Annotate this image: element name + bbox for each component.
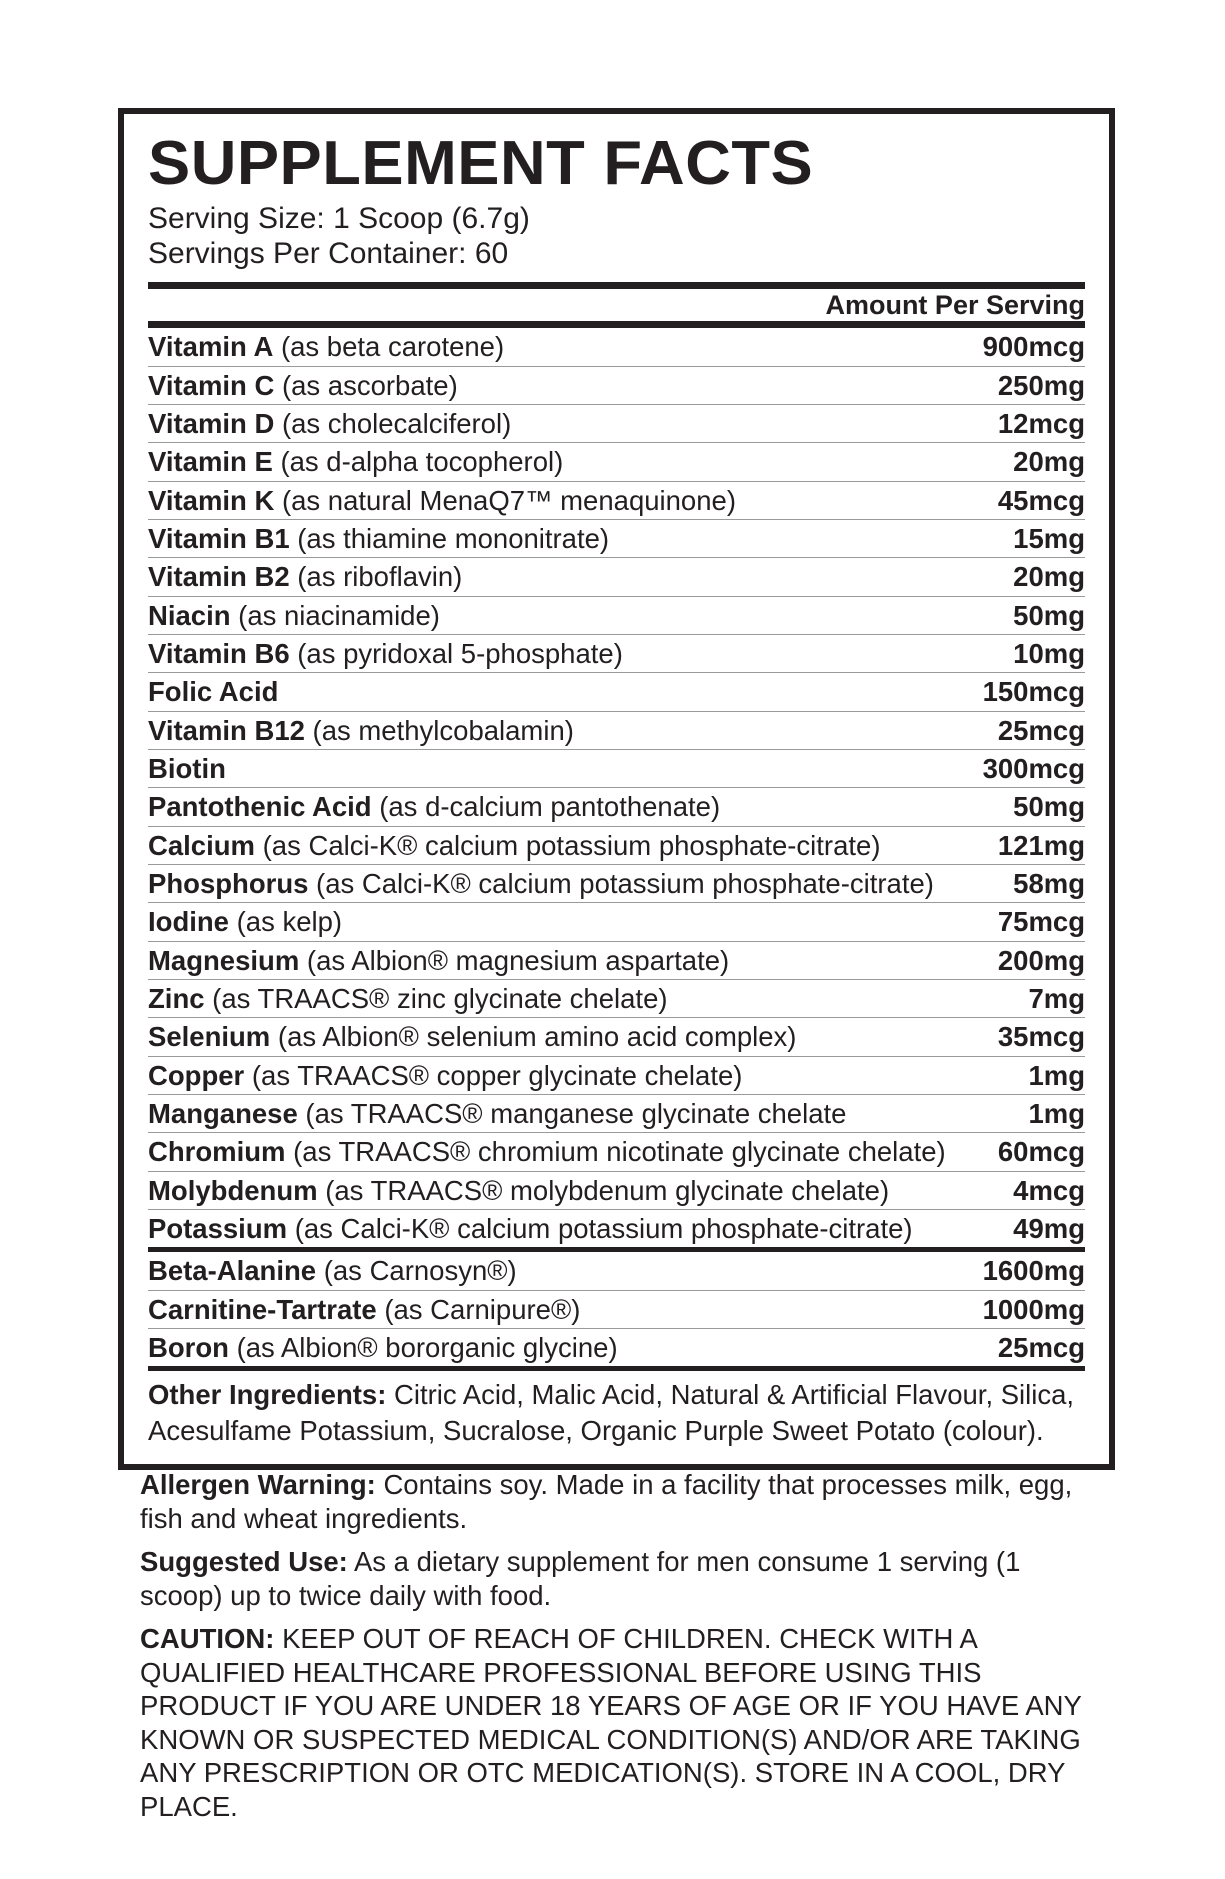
table-row [148,1057,1085,1094]
allergen-warning-label: Allergen Warning: [140,1469,376,1500]
nutrient-source: (as cholecalciferol) [274,407,512,439]
nutrient-label: Vitamin C [148,369,275,401]
allergen-warning-note [140,1468,1100,1535]
table-row [148,482,1085,519]
amount-per-serving-header: Amount Per Serving [825,289,1085,320]
nutrient-amount: 1mg [1028,1059,1085,1091]
nutrient-label: Boron [148,1332,229,1364]
nutrient-source: (as TRAACS® manganese glycinate chelate [297,1098,847,1130]
suggested-use-label: Suggested Use: [140,1546,348,1578]
nutrient-label: Calcium [148,829,255,861]
nutrient-name [148,600,999,631]
table-row [148,1095,1085,1132]
nutrient-label: Pantothenic Acid [148,791,372,823]
nutrient-amount: 25mcg [997,1332,1085,1364]
nutrient-source: (as Carnosyn®) [316,1255,517,1287]
nutrient-amount: 45mcg [997,484,1085,516]
nutrient-label: Vitamin D [148,407,275,439]
nutrient-source: (as kelp) [228,906,343,938]
nutrient-source: (as TRAACS® chromium nicotinate glycinate chelate) [285,1136,946,1168]
nutrient-name [148,331,969,362]
table-row [148,1329,1085,1366]
nutrient-name [148,868,999,899]
other-ingredients-label: Other Ingredients: [148,1379,387,1411]
serving-size-line: Serving Size: 1 Scoop (6.7g) [148,201,530,235]
nutrient-amount: 58mg [1013,867,1085,899]
nutrient-source: (as Albion® bororganic glycine) [228,1332,618,1364]
nutrient-amount: 150mcg [982,676,1085,708]
table-row [148,1133,1085,1170]
suggested-use-note [140,1545,1100,1612]
nutrient-label: Biotin [148,752,226,784]
nutrient-source: (as beta carotene) [273,331,505,363]
nutrient-name [148,1175,999,1206]
title-block-spacer [148,271,1085,282]
nutrient-label: Vitamin K [148,484,275,516]
nutrient-name [148,715,984,746]
other-ingredients-text: Citric Acid, Malic Acid, Natural & Artificial Flavour, Silica, Acesulfame Potassium, Sucralose, Organic Purple Sweet Potato (colour). [148,1379,1075,1446]
table-row [148,443,1085,480]
table-row [148,788,1085,825]
nutrient-label: Potassium [148,1213,288,1245]
nutrient-label: Vitamin B2 [148,561,290,593]
nutrient-label: Phosphorus [148,867,309,899]
nutrient-name [148,676,969,707]
nutrient-name [148,523,999,554]
table-row [148,1172,1085,1209]
nutrient-name [148,638,999,669]
table-row [148,712,1085,749]
table-row [148,635,1085,672]
nutrient-source: (as Carnipure®) [376,1293,581,1325]
nutrient-amount: 20mg [1013,561,1085,593]
nutrient-label: Carnitine-Tartrate [148,1293,377,1325]
table-row [148,405,1085,442]
rule-above-amount-header [148,282,1085,289]
table-row [148,1210,1085,1247]
nutrient-source: (as thiamine mononitrate) [289,522,610,554]
nutrient-source: (as niacinamide) [230,599,440,631]
nutrient-name [148,408,984,439]
nutrient-name [148,561,999,592]
nutrient-label: Vitamin B12 [148,714,305,746]
table-row [148,673,1085,710]
nutrient-name [148,1332,984,1363]
table-row [148,1018,1085,1055]
nutrient-amount: 250mg [997,369,1085,401]
nutrient-source: (as Calci-K® calcium potassium phosphate-citrate) [254,829,881,861]
caution-label: CAUTION: [140,1623,275,1655]
nutrient-source: (as riboflavin) [289,561,463,593]
nutrient-name [148,983,1014,1014]
nutrient-name [148,1294,969,1325]
table-row [148,558,1085,595]
nutrient-amount: 75mcg [997,906,1085,938]
nutrient-label: Zinc [148,983,205,1015]
nutrient-name [148,1136,984,1167]
nutrient-name [148,370,984,401]
nutrient-label: Niacin [148,599,231,631]
nutrient-name [148,485,984,516]
table-row [148,367,1085,404]
nutrient-label: Selenium [148,1021,271,1053]
nutrient-amount: 4mcg [1013,1174,1085,1206]
nutrient-name [148,945,984,976]
nutrient-amount: 121mg [997,829,1085,861]
nutrient-amount: 20mg [1013,446,1085,478]
table-row [148,328,1085,365]
table-row [148,827,1085,864]
nutrient-name [148,830,984,861]
nutrient-source: (as pyridoxal 5-phosphate) [289,637,623,669]
nutrient-amount: 25mcg [997,714,1085,746]
nutrient-label: Manganese [148,1098,298,1130]
table-row [148,597,1085,634]
nutrient-table [148,328,1085,1366]
nutrient-label: Vitamin B1 [148,522,290,554]
nutrient-amount: 50mg [1013,791,1085,823]
table-row [148,1252,1085,1289]
nutrient-amount: 1600mg [982,1255,1085,1287]
caution-text: KEEP OUT OF REACH OF CHILDREN. CHECK WITH A QUALIFIED HEALTHCARE PROFESSIONAL BEFORE USING THIS PRODUCT IF YOU ARE UNDER 18 YEARS OF AGE OR IF YOU HAVE ANY KNOWN OR SUSPECTED MEDICAL CONDITION(S) AND/OR ARE TAKING ANY PRESCRIPTION OR OTC MEDICATION(S). STORE IN A COOL, DRY PLACE. [140,1623,1082,1822]
nutrient-amount: 300mcg [982,752,1085,784]
rule-below-amount-header [148,321,1085,328]
table-row [148,750,1085,787]
nutrient-amount: 10mg [1013,637,1085,669]
nutrient-source: (as TRAACS® molybdenum glycinate chelate) [317,1174,890,1206]
nutrient-label: Vitamin A [148,331,274,363]
nutrient-amount: 900mcg [982,331,1085,363]
nutrient-source: (as natural MenaQ7™ menaquinone) [274,484,736,516]
nutrient-label: Magnesium [148,944,300,976]
servings-per-container-line: Servings Per Container: 60 [148,236,509,270]
nutrient-name [148,446,999,477]
nutrient-amount: 1mg [1028,1098,1085,1130]
nutrient-label: Beta-Alanine [148,1255,317,1287]
nutrient-amount: 12mcg [997,407,1085,439]
caution-note [140,1622,1100,1823]
nutrient-name [148,1021,984,1052]
nutrient-name [148,1098,1014,1129]
nutrient-source: (as TRAACS® zinc glycinate chelate) [204,983,668,1015]
nutrient-source: (as d-calcium pantothenate) [371,791,721,823]
nutrient-amount: 49mg [1013,1213,1085,1245]
nutrient-name [148,1255,969,1286]
nutrient-source: (as Albion® selenium amino acid complex) [270,1021,797,1053]
nutrient-name [148,906,984,937]
nutrient-source: (as Calci-K® calcium potassium phosphate-citrate) [308,867,934,899]
nutrient-amount: 15mg [1013,522,1085,554]
nutrient-label: Folic Acid [148,676,279,708]
nutrient-source: (as Albion® magnesium aspartate) [299,944,730,976]
nutrient-amount: 50mg [1013,599,1085,631]
nutrient-name [148,753,969,784]
table-row [148,520,1085,557]
nutrient-amount: 60mcg [997,1136,1085,1168]
allergen-warning-text: Contains soy. Made in a facility that processes milk, egg, fish and wheat ingredients. [140,1469,1073,1534]
nutrient-label: Molybdenum [148,1174,318,1206]
nutrient-label: Vitamin B6 [148,637,290,669]
table-row [148,903,1085,940]
nutrient-source: (as methylcobalamin) [304,714,574,746]
footer-notes [140,1468,1100,1823]
suggested-use-text: As a dietary supplement for men consume 1 serving (1 scoop) up to twice daily with food. [140,1546,1021,1611]
nutrient-amount: 35mcg [997,1021,1085,1053]
nutrient-amount: 7mg [1028,983,1085,1015]
table-row [148,980,1085,1017]
nutrient-amount: 200mg [997,944,1085,976]
nutrient-name [148,1213,999,1244]
table-row [148,1291,1085,1328]
nutrient-name [148,1060,1014,1091]
nutrient-label: Iodine [148,906,229,938]
nutrient-label: Vitamin E [148,446,273,478]
table-row [148,942,1085,979]
page-title: SUPPLEMENT FACTS [148,129,814,198]
nutrient-name [148,791,999,822]
nutrient-source: (as ascorbate) [274,369,458,401]
nutrient-source: (as d-alpha tocopherol) [272,446,564,478]
other-ingredients [148,1371,1085,1447]
table-row [148,865,1085,902]
nutrient-source: (as TRAACS® copper glycinate chelate) [244,1059,743,1091]
nutrient-amount: 1000mg [982,1293,1085,1325]
nutrient-label: Chromium [148,1136,286,1168]
nutrient-label: Copper [148,1059,245,1091]
nutrient-source: (as Calci-K® calcium potassium phosphate-citrate) [287,1213,913,1245]
supplement-facts-panel [118,108,1115,1470]
